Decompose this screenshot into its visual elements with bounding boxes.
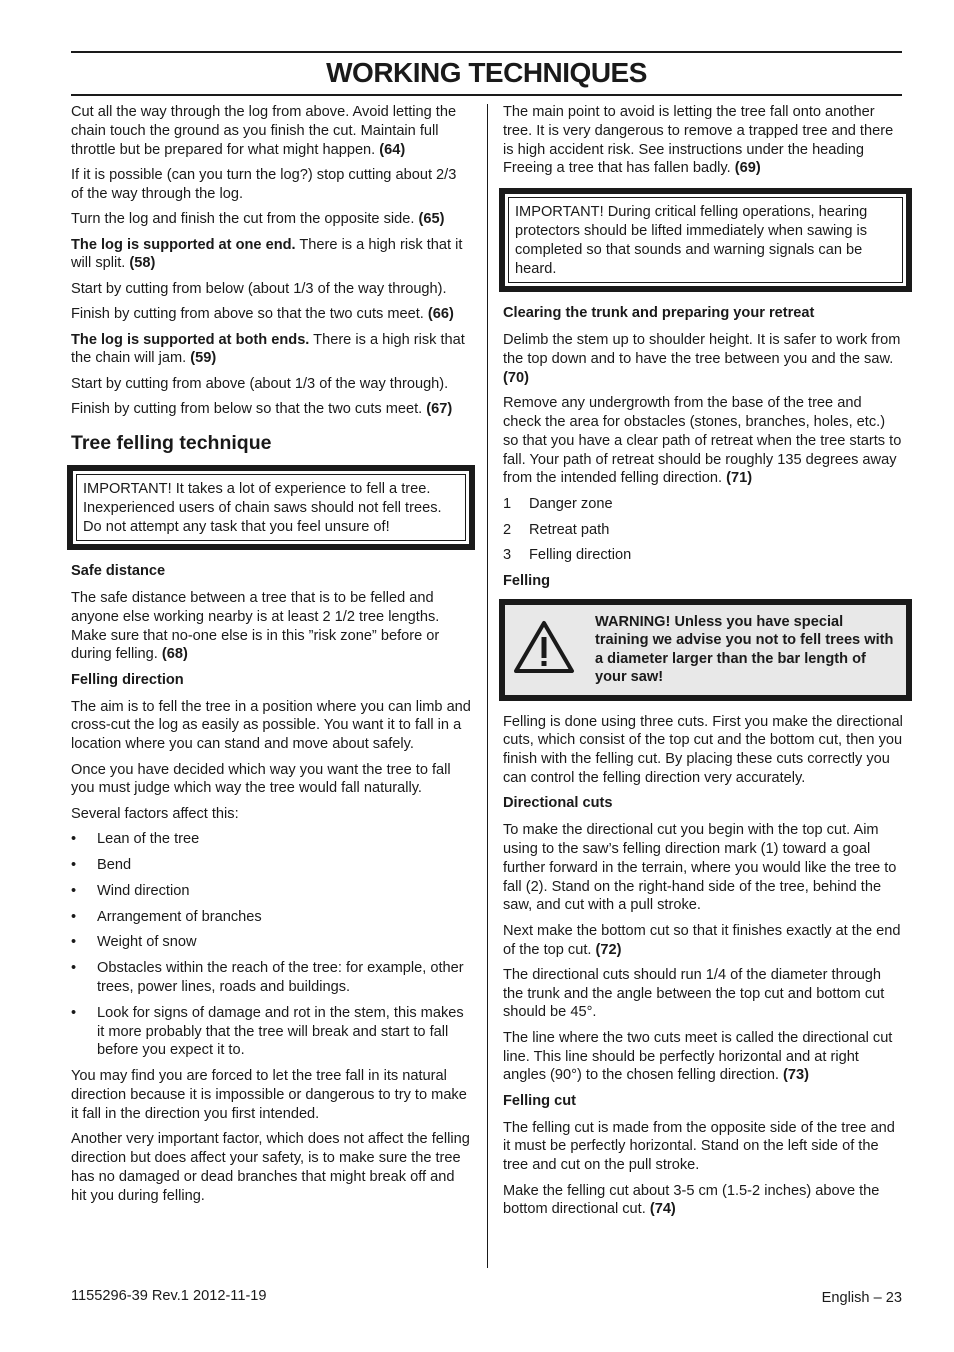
paragraph: The aim is to fell the tree in a position where you can limb and cross-cut the log as easily as possible. You want it to fall in a location where you can stand and move about safely. [71,698,471,753]
paragraph: If it is possible (can you turn the log?) stop cutting about 2/3 of the way through the log. [71,166,457,202]
zone-list [503,495,903,565]
list-item: • Lean of the tree [71,830,471,849]
list-item: 2 Retreat path [503,521,610,538]
paragraph: The main point to avoid is letting the tree fall onto another tree. It is very dangerous to remove a trapped tree and there is high accident risk. See instructions under the heading Freeing a tree that has fallen badly. (69) [503,104,894,177]
paragraph: Delimb the stem up to shoulder height. It is safer to work from the top down and to have the tree between you and the saw. (70) [503,332,901,386]
list-item: • Arrangement of branches [71,908,471,927]
paragraph: Felling is done using three cuts. First you make the directional cuts, which consist of the top cut and the bottom cut, then you finish with the felling cut. By placing these cuts correctly you can control the felling direction very accurately. [503,713,903,786]
list-item: • Wind direction [71,882,471,901]
important-notice-box: IMPORTANT! During critical felling operations, hearing protectors should be lifted immediately when sawing is completed so that sounds and warning signals can be heard. [499,188,912,292]
paragraph: Cut all the way through the log from above. Avoid letting the chain touch the ground as you finish the cut. Maintain full throttle but be prepared for what might happen. (64) [71,104,457,158]
left-column [71,103,471,1212]
warning-text: WARNING! Unless you have special training we advise you not to fell trees with a diameter larger than the bar length of your saw! [595,613,894,686]
subheading-safe-distance: Safe distance [71,563,166,580]
right-column [503,103,903,1226]
paragraph: Next make the bottom cut so that it finishes exactly at the end of the top cut. (72) [503,922,901,958]
list-item: 1 Danger zone [503,495,613,512]
paragraph: Make the felling cut about 3-5 cm (1.5-2 inches) above the bottom directional cut. (74) [503,1182,880,1218]
list-item: • Bend [71,856,471,875]
header-bottom-rule [71,94,902,96]
page-number: English – 23 [821,1290,902,1306]
important-notice-box: IMPORTANT! It takes a lot of experience to fell a tree. Inexperienced users of chain saws should not fell trees. Do not attempt any task that you feel unsure of! [67,465,475,550]
header-top-rule [71,51,902,53]
paragraph: The line where the two cuts meet is called the directional cut line. This line should be perfectly horizontal and at right angles (90°) to the chosen felling direction. (73) [503,1029,893,1084]
paragraph: The safe distance between a tree that is to be felled and anyone else working nearby is at least 2 1/2 tree lengths. Make sure that no-one else is in this ”risk zone” before or during felling. (68) [71,590,440,663]
paragraph: To make the directional cut you begin with the top cut. Aim using to the saw’s felling direction mark (1) toward a goal further forward in the terrain, where you would like the tree to fall (2). Stand on the right-hand side of the tree, behind the saw, and cut with a pull stroke. [503,822,897,914]
paragraph: Once you have decided which way you want the tree to fall you must judge which way the tree would fall naturally. [71,761,451,797]
list-item: • Weight of snow [71,933,471,952]
document-id: 1155296-39 Rev.1 2012-11-19 [71,1288,267,1304]
paragraph: Start by cutting from above (about 1/3 of the way through). [71,375,449,392]
paragraph: Finish by cutting from below so that the two cuts meet. (67) [71,401,453,418]
paragraph: The directional cuts should run 1/4 of the diameter through the trunk and the angle between the top cut and bottom cut should be 45°. [503,966,885,1021]
paragraph: The felling cut is made from the opposite side of the tree and it must be perfectly horizontal. Stand on the left side of the tree and cut on the pull stroke. [503,1119,895,1174]
list-item: • Obstacles within the reach of the tree: for example, other trees, power lines, roads and buildings. [71,959,471,997]
subheading-felling-cut: Felling cut [503,1092,576,1109]
subheading-clearing-trunk: Clearing the trunk and preparing your retreat [503,305,815,322]
page-title: WORKING TECHNIQUES [326,57,647,88]
paragraph: Remove any undergrowth from the base of the tree and check the area for obstacles (stones, branches, holes, etc.) so that you have a clear path of retreat when the tree starts to fall. Your path of retreat should be roughly 135 degrees away from the intended felling direction. (71) [503,395,902,487]
column-divider [487,104,488,1268]
section-heading: Tree felling technique [71,431,272,454]
paragraph: Turn the log and finish the cut from the opposite side. (65) [71,211,445,228]
subheading-directional-cuts: Directional cuts [503,795,613,812]
factor-list [71,830,471,1060]
warning-box [499,599,912,701]
paragraph: The log is supported at one end. There is a high risk that it will split. (58) [71,236,463,272]
list-item: 3 Felling direction [503,547,632,564]
paragraph: You may find you are forced to let the tree fall in its natural direction because it is impossible or dangerous to try to make it fall in the direction you first intended. [71,1068,467,1122]
subheading-felling-direction: Felling direction [71,671,184,688]
subheading-felling: Felling [503,573,551,590]
paragraph: The log is supported at both ends. There is a high risk that the chain will jam. (59) [71,331,465,367]
list-item: • Look for signs of damage and rot in the stem, this makes it more probably that the tree will break and start to fall before you expect it to. [71,1004,471,1060]
paragraph: Another very important factor, which does not affect the felling direction but does affect your safety, is to make sure the tree has no damaged or dead branches that might break off and hit you during felling. [71,1131,470,1204]
warning-triangle-icon [513,620,579,680]
paragraph: Several factors affect this: [71,805,239,822]
paragraph: Finish by cutting from above so that the two cuts meet. (66) [71,306,454,323]
paragraph: Start by cutting from below (about 1/3 of the way through). [71,280,447,297]
